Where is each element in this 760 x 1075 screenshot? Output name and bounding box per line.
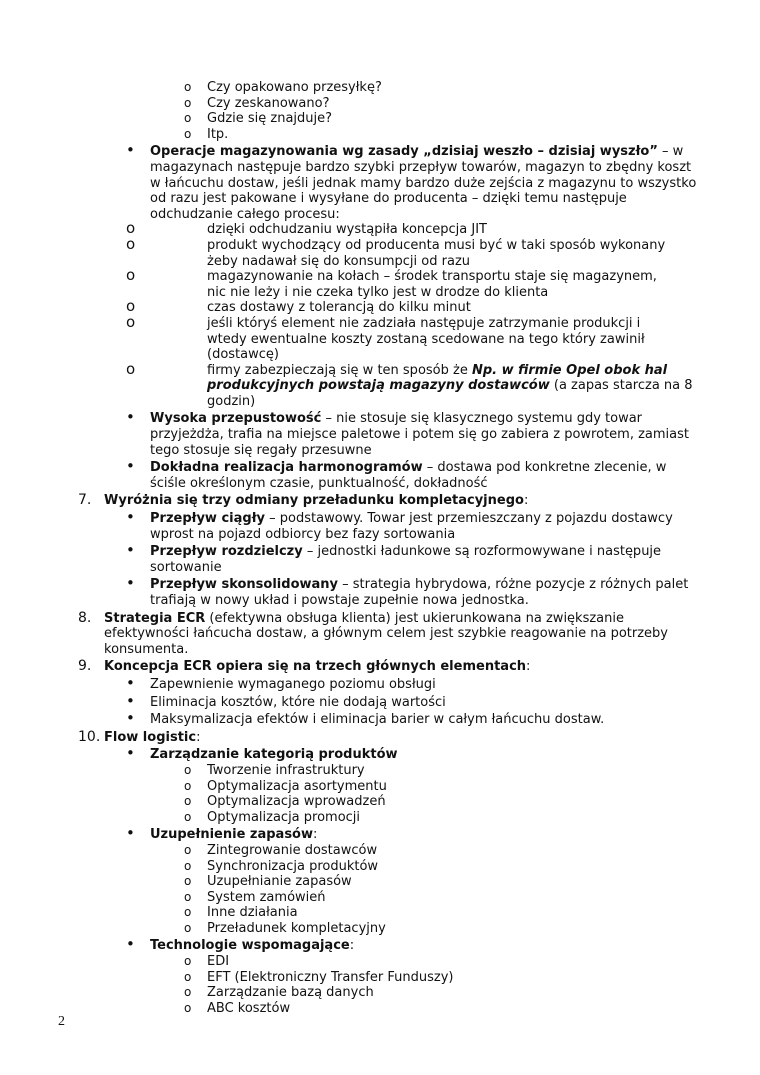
circle-bullet-icon: o: [184, 985, 192, 1000]
circle-bullet-icon: o: [126, 312, 136, 331]
sub-item: o Inne działania: [184, 905, 298, 921]
bullet-icon: •: [126, 508, 135, 527]
sub-item: o Uzupełnianie zapasów: [184, 874, 352, 890]
sub-item: o Synchronizacja produktów: [184, 858, 379, 874]
document-page: [0, 80, 760, 1016]
bullet-item: • Maksymalizacja efektów i eliminacja barier w całym łańcuchu dostaw.: [126, 709, 605, 728]
item-number: 8.: [78, 609, 92, 626]
sub-item: o Optymalizacja promocji: [184, 809, 361, 825]
operations-sublist: [0, 219, 702, 409]
bullet-category-management: • Zarządzanie kategorią produktów: [126, 744, 398, 763]
sub-item: o jeśli któryś element nie zadziała następuje zatrzymanie produkcji i wtedy ewentualne koszty zostaną scedowane na tego który zawinił (dostawcę): [126, 312, 645, 363]
bullet-icon: •: [126, 541, 135, 560]
bullet-icon: •: [126, 457, 135, 476]
bullet-icon: •: [126, 574, 135, 593]
sub-item: o Przeładunek kompletacyjny: [184, 920, 386, 936]
sub-item: o dzięki odchudzaniu wystąpiła koncepcja JIT: [126, 219, 487, 238]
numbered-item-10: 10. Flow logistic:: [78, 728, 201, 745]
bullet-icon: •: [126, 141, 135, 160]
circle-bullet-icon: o: [126, 359, 136, 378]
sub-item: o ABC kosztów: [184, 1000, 291, 1016]
sub-item: o EFT (Elektroniczny Transfer Funduszy): [184, 969, 454, 985]
sub-item: o Zarządzanie bazą danych: [184, 985, 374, 1001]
item-number: 9.: [78, 658, 92, 675]
sub-item: o produkt wychodzący od producenta musi być w taki sposób wykonany żeby nadawał się do konsumpcji od razu: [126, 234, 666, 269]
item-number: 7.: [78, 492, 92, 509]
bullet-continuous-flow: • Przepływ ciągły – podstawowy. Towar jest przemieszczany z pojazdu dostawcy wprost na pojazd odbiorcy bez fazy sortowania: [126, 508, 673, 542]
bullet-icon: •: [126, 935, 135, 954]
circle-bullet-icon: o: [184, 842, 192, 857]
numbered-item-8: 8. Strategia ECR (efektywna obsługa klienta) jest ukierunkowana na zwiększanie efektywności łańcucha dostaw, a głównym celem jest szybkie reagowanie na potrzeby konsumenta.: [78, 609, 668, 657]
bullet-icon: •: [126, 673, 135, 692]
circle-bullet-icon: o: [126, 266, 136, 285]
check-item: o Czy opakowano przesyłkę?: [184, 80, 382, 95]
circle-bullet-icon: o: [126, 297, 136, 316]
circle-bullet-icon: o: [184, 889, 192, 904]
circle-bullet-icon: o: [184, 874, 192, 889]
circle-bullet-icon: o: [184, 794, 192, 809]
check-item: o Czy zeskanowano?: [184, 95, 330, 111]
operations-text: – w magazynach następuje bardzo szybki przepływ towarów, magazyn to zbędny koszt w łańcuchu dostaw, jeśli jednak mamy bardzo duże zejścia z magazynu to wszystko od razu jest pakowane i wysyłane do producenta – dzięki temu następuje odchudzanie całego procesu:: [150, 144, 697, 222]
sub-item: o magazynowanie na kołach – środek transportu staje się magazynem, nic nie leży i nie czeka tylko jest w drodze do klienta: [126, 266, 657, 300]
sub-item: o firmy zabezpieczają się w ten sposób że Np. w firmie Opel obok hal produkcyjnych powstają magazyny dostawców (a zapas starcza na 8 godzin): [126, 359, 693, 409]
circle-bullet-icon: o: [126, 219, 136, 238]
bullet-consolidated-flow: • Przepływ skonsolidowany – strategia hybrydowa, różne pozycje z różnych palet trafiają w nowy układ i powstaje zupełnie nowa jednostka.: [126, 574, 689, 608]
circle-bullet-icon: o: [184, 1000, 192, 1015]
sub-item: o Optymalizacja asortymentu: [184, 778, 387, 794]
sub-item: o EDI: [184, 954, 230, 970]
check-item: o Itp.: [184, 126, 229, 142]
bullet-replenishment: • Uzupełnienie zapasów:: [126, 824, 318, 843]
circle-bullet-icon: o: [184, 969, 192, 984]
circle-bullet-icon: o: [184, 111, 192, 126]
numbered-item-9: 9. Koncepcja ECR opiera się na trzech głównych elementach:: [78, 658, 531, 675]
bullet-item: • Zapewnienie wymaganego poziomu obsługi: [126, 673, 436, 692]
circle-bullet-icon: o: [184, 762, 192, 777]
bullet-operations: [0, 141, 702, 409]
circle-bullet-icon: o: [184, 778, 192, 793]
circle-bullet-icon: o: [184, 905, 192, 920]
bullet-icon: •: [126, 691, 135, 710]
sub-item: o Zintegrowanie dostawców: [184, 842, 378, 858]
circle-bullet-icon: o: [184, 95, 192, 110]
bullet-support-technologies: • Technologie wspomagające:: [126, 935, 355, 954]
bullet-schedule: • Dokładna realizacja harmonogramów – dostawa pod konkretne zlecenie, w ściśle określonym czasie, punktualność, dokładność: [126, 457, 667, 491]
bullet-icon: •: [126, 744, 135, 763]
circle-bullet-icon: o: [184, 809, 192, 824]
sub-item: o Tworzenie infrastruktury: [184, 762, 365, 778]
bullet-icon: •: [126, 408, 135, 427]
circle-bullet-icon: o: [184, 858, 192, 873]
circle-bullet-icon: o: [184, 126, 192, 141]
bullet-throughput: • Wysoka przepustowość – nie stosuje się klasycznego systemu gdy towar przyjeżdża, trafia na miejsce paletowe i potem się go zabiera z powrotem, zamiast tego stosuje się regały przesuwne: [126, 408, 689, 458]
numbered-item-7: 7. Wyróżnia się trzy odmiany przeładunku kompletacyjnego:: [78, 492, 529, 509]
sub-item: o System zamówień: [184, 889, 326, 905]
sub-item: o czas dostawy z tolerancją do kilku minut: [126, 297, 471, 316]
circle-bullet-icon: o: [184, 954, 192, 969]
bullet-icon: •: [126, 709, 135, 728]
bullet-item: • Eliminacja kosztów, które nie dodają wartości: [126, 691, 446, 710]
operations-title: Operacje magazynowania wg zasady „dzisiaj weszło – dzisiaj wyszło”: [150, 144, 658, 160]
bullet-distributed-flow: • Przepływ rozdzielczy – jednostki ładunkowe są rozformowywane i następuje sortowanie: [126, 541, 662, 575]
bullet-icon: •: [126, 824, 135, 843]
page-number: 2: [58, 1014, 65, 1029]
circle-bullet-icon: o: [184, 920, 192, 935]
check-item: o Gdzie się znajduje?: [184, 111, 333, 127]
item-number: 10.: [78, 728, 101, 745]
circle-bullet-icon: o: [184, 80, 192, 94]
sub-item: o Optymalizacja wprowadzeń: [184, 794, 386, 810]
opel-example: Np. w firmie Opel obok hal produkcyjnych powstają magazyny dostawców: [207, 362, 668, 394]
circle-bullet-icon: o: [126, 234, 136, 253]
